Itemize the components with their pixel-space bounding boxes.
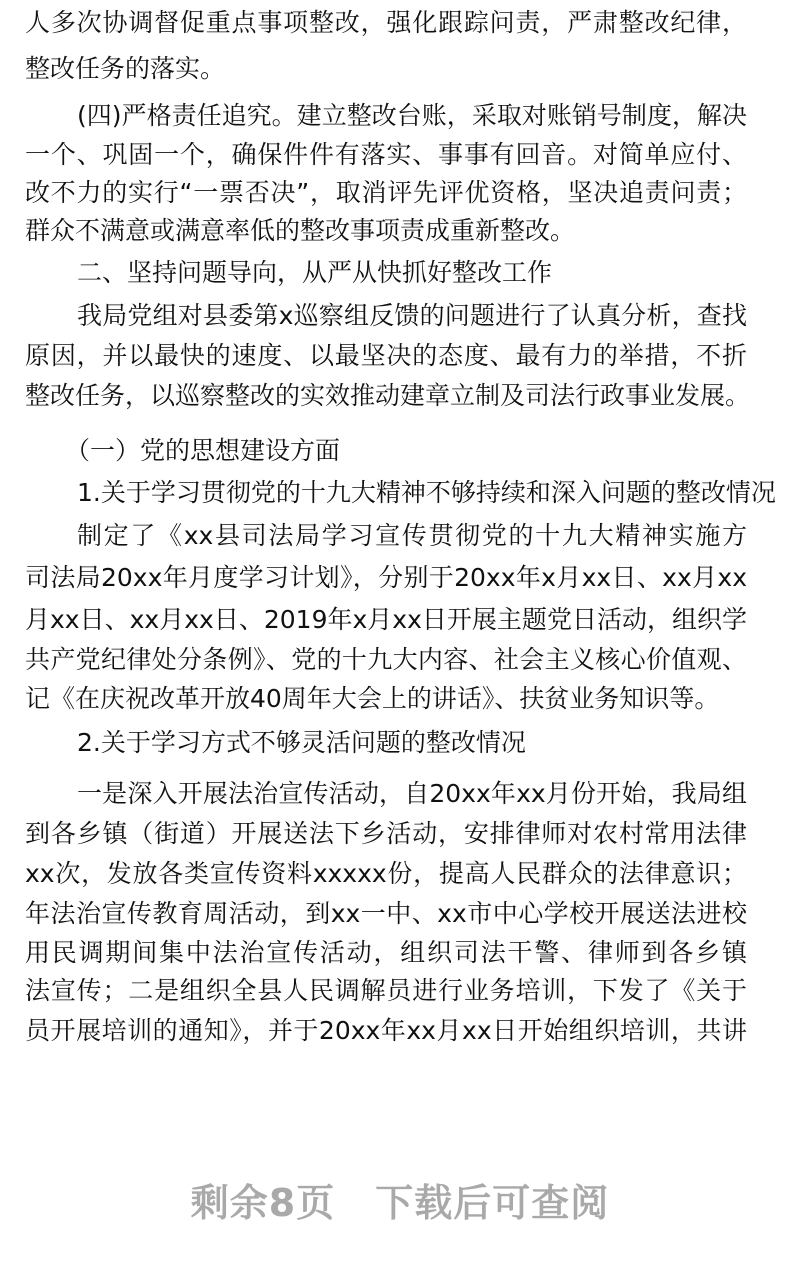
text-line: 制定了《xx县司法局学习宣传贯彻党的十九大精神实施方 (77, 521, 747, 550)
text-line: 用民调期间集中法治宣传活动，组织司法干警、律师到各乡镇 (25, 938, 747, 967)
text-line: 年法治宣传教育周活动，到xx一中、xx市中心学校开展送法进校 (25, 899, 747, 928)
item-heading: 2.关于学习方式不够灵活问题的整改情况 (77, 728, 526, 757)
text-line: (四)严格责任追究。建立整改台账，采取对账销号制度，解决 (77, 101, 747, 130)
remaining-pages-label: 剩余8页 (190, 1181, 336, 1225)
item-heading: 1.关于学习贯彻党的十九大精神不够持续和深入问题的整改情况 (77, 478, 776, 507)
text-line: 到各乡镇（街道）开展送法下乡活动，安排律师对农村常用法律 (25, 819, 747, 848)
text-line: 我局党组对县委第x巡察组反馈的问题进行了认真分析，查找 (77, 301, 747, 330)
text-line: 原因，并以最快的速度、以最坚决的态度、最有力的举措，不折 (25, 341, 747, 370)
text-line: 记《在庆祝改革开放40周年大会上的讲话》、扶贫业务知识等。 (25, 684, 720, 713)
text-line: 一是深入开展法治宣传活动，自20xx年xx月份开始，我局组 (77, 779, 747, 808)
text-line: 整改任务的落实。 (25, 54, 226, 83)
text-line: 改不力的实行“一票否决”，取消评先评优资格，坚决追责问责； (25, 178, 747, 207)
text-line: 人多次协调督促重点事项整改，强化跟踪问责，严肃整改纪律， (25, 8, 747, 37)
download-prompt[interactable] (0, 1172, 800, 1227)
text-line: 司法局20xx年月度学习计划》，分别于20xx年x月xx日、xx月xx (25, 563, 747, 592)
text-line: 法宣传；二是组织全县人民调解员进行业务培训，下发了《关于 (25, 976, 747, 1005)
text-line: 月xx日、xx月xx日、2019年x月xx日开展主题党日活动，组织学 (25, 605, 747, 634)
download-to-view-label[interactable]: 下载后可查阅 (375, 1181, 610, 1225)
subsection-heading: （一）党的思想建设方面 (65, 436, 341, 465)
text-line: xx次，发放各类宣传资料xxxxx份，提高人民群众的法律意识； (25, 859, 747, 888)
text-line: 员开展培训的通知》，并于20xx年xx月xx日开始组织培训，共讲 (25, 1016, 747, 1045)
text-line: 一个、巩固一个，确保件件有落实、事事有回音。对简单应付、 (25, 140, 747, 169)
text-line: 整改任务，以巡察整改的实效推动建章立制及司法行政事业发展。 (25, 381, 751, 410)
text-line: 共产党纪律处分条例》、党的十九大内容、社会主义核心价值观、 (25, 645, 747, 674)
text-line: 群众不满意或满意率低的整改事项责成重新整改。 (25, 216, 576, 245)
section-heading: 二、坚持问题导向，从严从快抓好整改工作 (77, 258, 553, 287)
